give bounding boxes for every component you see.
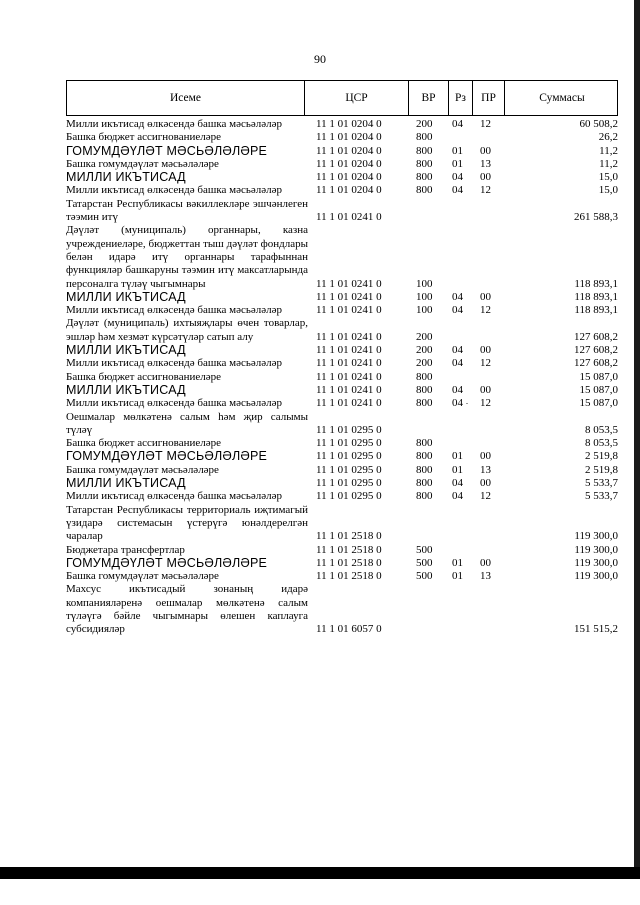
row-csr: 11 1 01 0295 0 (316, 450, 382, 463)
table-row (66, 357, 618, 370)
row-csr: 11 1 01 0241 0 (316, 277, 382, 290)
row-name: Дәүләт (муниципаль) ихтыяҗлары өчен товарлар, эшләр һәм хезмәт күрсәтүләр сатып алу (66, 317, 308, 343)
table-row (66, 570, 618, 583)
table-row (66, 397, 618, 410)
table-row (66, 171, 618, 184)
row-rz: 04 (452, 477, 463, 490)
row-csr: 11 1 01 2518 0 (316, 556, 382, 569)
table-row (66, 158, 618, 171)
row-csr: 11 1 01 0295 0 (316, 423, 382, 436)
row-csr: 11 1 01 0295 0 (316, 477, 382, 490)
table-header (66, 80, 618, 116)
row-rz: 04 (452, 184, 463, 197)
row-pr: 00 (480, 344, 491, 357)
row-vr: 100 (416, 277, 433, 290)
table-row (66, 291, 618, 304)
row-vr: 200 (416, 357, 433, 370)
row-csr: 11 1 01 0241 0 (316, 357, 382, 370)
table-row (66, 583, 618, 636)
row-vr: 200 (416, 344, 433, 357)
row-sum: 15 087,0 (579, 370, 618, 383)
row-name: Милли икътисад өлкәсендә башка мәсьәләләр (66, 118, 282, 130)
row-csr: 11 1 01 0204 0 (316, 157, 382, 170)
row-rz: 01 (452, 157, 463, 170)
row-sum: 26,2 (598, 131, 618, 144)
row-sum: 8 053,5 (585, 423, 618, 436)
row-csr: 11 1 01 2518 0 (316, 570, 382, 583)
row-pr: 13 (480, 570, 491, 583)
row-name: МИЛЛИ ИКЪТИСАД (66, 343, 186, 358)
row-rz: 04 (452, 490, 463, 503)
row-vr: 100 (416, 290, 433, 303)
row-name: Башка гомумдәүләт мәсьәләләре (66, 157, 219, 170)
row-name: МИЛЛИ ИКЪТИСАД (66, 170, 186, 185)
row-vr: 800 (416, 370, 433, 383)
row-pr: 00 (480, 144, 491, 157)
table-row (66, 450, 618, 463)
row-rz: 04 (452, 383, 463, 396)
row-csr: 11 1 01 0295 0 (316, 463, 382, 476)
header-sum: Суммасы (504, 81, 619, 115)
row-sum: 15,0 (598, 171, 618, 184)
row-csr: 11 1 01 0295 0 (316, 437, 382, 450)
table-row (66, 411, 618, 438)
row-sum: 11,2 (599, 157, 618, 170)
row-sum: 119 300,0 (574, 556, 618, 569)
row-sum: 15,0 (598, 184, 618, 197)
row-vr: 800 (416, 437, 433, 450)
row-csr: 11 1 01 0241 0 (316, 330, 382, 343)
row-rz: 04 (452, 304, 463, 317)
row-pr: 12 (480, 397, 491, 410)
header-name: Исеме (169, 92, 202, 104)
row-csr: 11 1 01 0241 0 (316, 383, 382, 396)
row-sum: 151 515,2 (574, 623, 618, 636)
row-vr: 800 (416, 477, 433, 490)
row-rz: 01 (452, 463, 463, 476)
table-row (66, 131, 618, 144)
table-body (66, 118, 618, 637)
row-vr: 800 (416, 463, 433, 476)
row-name: Милли икътисад өлкәсендә башка мәсьәләләр (66, 397, 282, 410)
row-csr: 11 1 01 2518 0 (316, 543, 382, 556)
row-csr: 11 1 01 2518 0 (316, 530, 382, 543)
row-pr: 00 (480, 290, 491, 303)
row-sum: 118 893,1 (574, 304, 618, 317)
table-row (66, 371, 618, 384)
table-row (66, 477, 618, 490)
header-rz: Рз (448, 81, 472, 115)
row-rz: 01 (452, 570, 463, 583)
row-csr: 11 1 01 0241 0 (316, 211, 382, 224)
table-row (66, 464, 618, 477)
row-pr: 13 (480, 157, 491, 170)
row-pr: 13 (480, 463, 491, 476)
row-rz: 01 (452, 556, 463, 569)
row-csr: 11 1 01 0204 0 (316, 184, 382, 197)
scan-edge-right (634, 0, 640, 879)
row-name: Махсус икътисадый зонаның идарә компанияләренә оешмалар мөлкәтенә салым түләүгә бәйле чыгымнары өлешен каплауга субсидияләр (66, 583, 308, 636)
row-pr: 00 (480, 383, 491, 396)
row-name: Милли икътисад өлкәсендә башка мәсьәләләр (66, 357, 282, 370)
table-row (66, 437, 618, 450)
row-csr: 11 1 01 0241 0 (316, 304, 382, 317)
row-vr: 500 (416, 570, 433, 583)
row-csr: 11 1 01 0241 0 (316, 344, 382, 357)
row-name: ГОМУМДӘҮЛӘТ МӘСЬӘЛӘЛӘРЕ (66, 143, 268, 158)
row-name: ГОМУМДӘҮЛӘТ МӘСЬӘЛӘЛӘРЕ (66, 449, 268, 464)
row-name: МИЛЛИ ИКЪТИСАД (66, 382, 186, 397)
page-number: 90 (314, 52, 326, 66)
row-sum: 11,2 (599, 144, 618, 157)
table-row (66, 384, 618, 397)
row-sum: 60 508,2 (579, 118, 618, 130)
row-rz: 01 (452, 450, 463, 463)
row-name: Татарстан Республикасы вәкиллекләре эшчәнлеген тәэмин итү (66, 197, 308, 224)
table-row (66, 317, 618, 344)
row-vr: 800 (416, 490, 433, 503)
row-csr: 11 1 01 0204 0 (316, 171, 382, 184)
row-sum: 118 893,1 (574, 290, 618, 303)
row-csr: 11 1 01 0204 0 (316, 144, 382, 157)
row-name: МИЛЛИ ИКЪТИСАД (66, 476, 186, 491)
row-pr: 12 (480, 304, 491, 317)
row-name: ГОМУМДӘҮЛӘТ МӘСЬӘЛӘЛӘРЕ (66, 555, 268, 570)
row-name: Башка бюджет ассигнованиеләре (66, 437, 221, 450)
row-csr: 11 1 01 0295 0 (316, 490, 382, 503)
row-vr: 800 (416, 157, 433, 170)
row-pr: 00 (480, 477, 491, 490)
row-rz: 04 (452, 118, 463, 130)
row-sum: 127 608,2 (574, 357, 618, 370)
row-name: Бюджетара трансфертлар (66, 543, 185, 556)
table-row (66, 490, 618, 503)
row-pr: 00 (480, 171, 491, 184)
row-vr: 500 (416, 556, 433, 569)
table-row (66, 118, 618, 131)
row-sum: 118 893,1 (574, 277, 618, 290)
row-vr: 200 (416, 330, 433, 343)
table-row (66, 304, 618, 317)
table-row (66, 184, 618, 197)
row-name: Милли икътисад өлкәсендә башка мәсьәләләр (66, 184, 282, 197)
row-vr: 800 (416, 144, 433, 157)
row-pr: 12 (480, 490, 491, 503)
table-row (66, 224, 618, 290)
row-sum: 119 300,0 (574, 530, 618, 543)
row-sum: 5 533,7 (585, 490, 618, 503)
row-csr: 11 1 01 0241 0 (316, 397, 382, 410)
header-csr: ЦСР (304, 81, 408, 115)
row-sum: 261 588,3 (574, 211, 618, 224)
table-row (66, 344, 618, 357)
row-vr: 800 (416, 397, 433, 410)
table-row (66, 557, 618, 570)
row-sum: 5 533,7 (585, 477, 618, 490)
row-vr: 800 (416, 450, 433, 463)
row-sum: 119 300,0 (574, 543, 618, 556)
row-sum: 15 087,0 (579, 383, 618, 396)
table-row (66, 145, 618, 158)
row-vr: 200 (416, 118, 433, 130)
row-vr: 800 (416, 383, 433, 396)
row-name: Милли икътисад өлкәсендә башка мәсьәләләр (66, 304, 282, 317)
row-name: МИЛЛИ ИКЪТИСАД (66, 289, 186, 304)
row-name: Башка гомумдәүләт мәсьәләләре (66, 463, 219, 476)
row-vr: 800 (416, 184, 433, 197)
row-pr: 00 (480, 556, 491, 569)
row-vr: 100 (416, 304, 433, 317)
row-rz: 04 (452, 344, 463, 357)
row-sum: 127 608,2 (574, 330, 618, 343)
scan-speck (466, 403, 468, 404)
row-sum: 119 300,0 (574, 570, 618, 583)
row-rz: 04 (452, 171, 463, 184)
row-name: Милли икътисад өлкәсендә башка мәсьәләләр (66, 490, 282, 503)
row-rz: 04 (452, 357, 463, 370)
row-csr: 11 1 01 0204 0 (316, 131, 382, 144)
row-sum: 8 053,5 (585, 437, 618, 450)
row-csr: 11 1 01 0204 0 (316, 118, 382, 130)
row-rz: 04 (452, 397, 463, 410)
row-pr: 12 (480, 357, 491, 370)
row-csr: 11 1 01 6057 0 (316, 623, 382, 636)
row-name: Дәүләт (муниципаль) органнары, казна учреждениеләре, бюджеттан тыш дәүләт фондлары белән идарә итү органнары тарафыннан функцияләр башкаруны тәэмин итү максатларында персоналга түләү чыгымнары (66, 224, 308, 290)
table-row (66, 544, 618, 557)
row-csr: 11 1 01 0241 0 (316, 370, 382, 383)
header-pr: ПР (472, 81, 504, 115)
row-sum: 2 519,8 (585, 450, 618, 463)
row-name: Башка гомумдәүләт мәсьәләләре (66, 570, 219, 583)
row-pr: 12 (480, 118, 491, 130)
row-name: Башка бюджет ассигнованиеләре (66, 370, 221, 383)
row-name: Татарстан Республикасы территориаль иҗтимагый үзидарә системасын үстерүгә юнәлдерелгән чаралар (66, 503, 308, 543)
row-sum: 15 087,0 (579, 397, 618, 410)
row-pr: 12 (480, 184, 491, 197)
row-vr: 800 (416, 171, 433, 184)
scan-edge-bottom (0, 867, 640, 879)
row-name: Оешмалар мөлкәтенә салым һәм җир салымы түләү (66, 410, 308, 436)
row-rz: 01 (452, 144, 463, 157)
table-row (66, 198, 618, 225)
row-csr: 11 1 01 0241 0 (316, 290, 382, 303)
row-sum: 127 608,2 (574, 344, 618, 357)
table-row (66, 504, 618, 544)
row-name: Башка бюджет ассигнованиеләре (66, 131, 221, 144)
row-sum: 2 519,8 (585, 463, 618, 476)
row-vr: 500 (416, 543, 433, 556)
row-vr: 800 (416, 131, 433, 144)
row-rz: 04 (452, 290, 463, 303)
row-pr: 00 (480, 450, 491, 463)
header-vr: ВР (408, 81, 448, 115)
